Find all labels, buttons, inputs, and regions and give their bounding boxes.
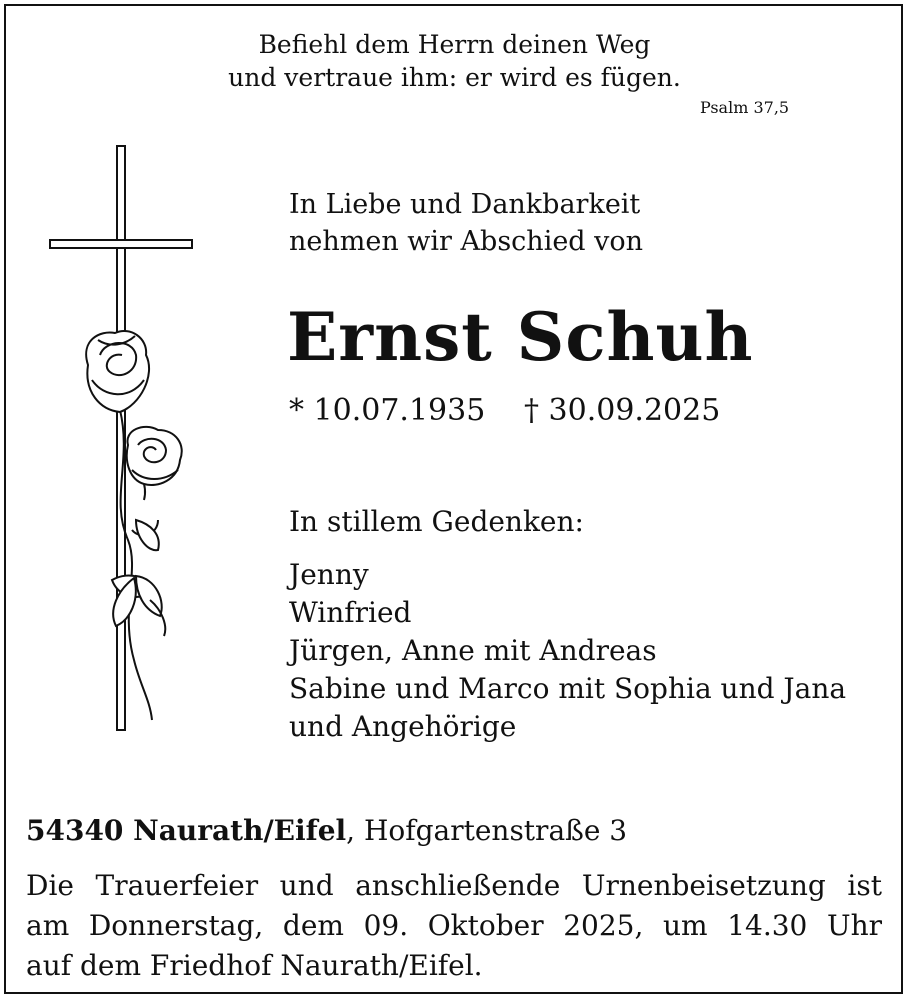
mourner-name: und Angehörige (289, 710, 517, 743)
bible-quote (0, 28, 909, 94)
address-place: 54340 Naurath/Eifel (26, 814, 347, 847)
deceased-name: Ernst Schuh (287, 298, 754, 376)
ceremony-line-1: Die Trauerfeier und anschließende Urnenbeisetzung ist (26, 869, 882, 902)
ceremony-info (26, 866, 882, 986)
birth-date: * 10.07.1935 (289, 393, 486, 428)
ceremony-line-2: am Donnerstag, dem 09. Oktober 2025, um 14.30 Uhr (26, 909, 882, 942)
mourners-list (289, 556, 846, 746)
quote-source: Psalm 37,5 (700, 98, 790, 117)
quote-line-2: und vertraue ihm: er wird es fügen. (228, 63, 681, 92)
mourner-name: Jürgen, Anne mit Andreas (289, 634, 657, 667)
mourner-name: Jenny (289, 558, 369, 591)
mourners-heading: In stillem Gedenken: (289, 505, 584, 538)
address-street: , Hofgartenstraße 3 (346, 814, 628, 847)
quote-line-1: Befiehl dem Herrn deinen Weg (258, 30, 651, 59)
death-date: † 30.09.2025 (524, 393, 721, 428)
intro-line-2: nehmen wir Abschied von (289, 226, 644, 257)
ceremony-line-3: auf dem Friedhof Naurath/Eifel. (26, 949, 483, 982)
intro-text (289, 186, 643, 260)
mourner-name: Winfried (289, 596, 412, 629)
mourner-name: Sabine und Marco mit Sophia und Jana (289, 672, 847, 705)
address (26, 814, 627, 847)
intro-line-1: In Liebe und Dankbarkeit (289, 189, 641, 220)
cross-with-roses-icon (40, 140, 200, 740)
